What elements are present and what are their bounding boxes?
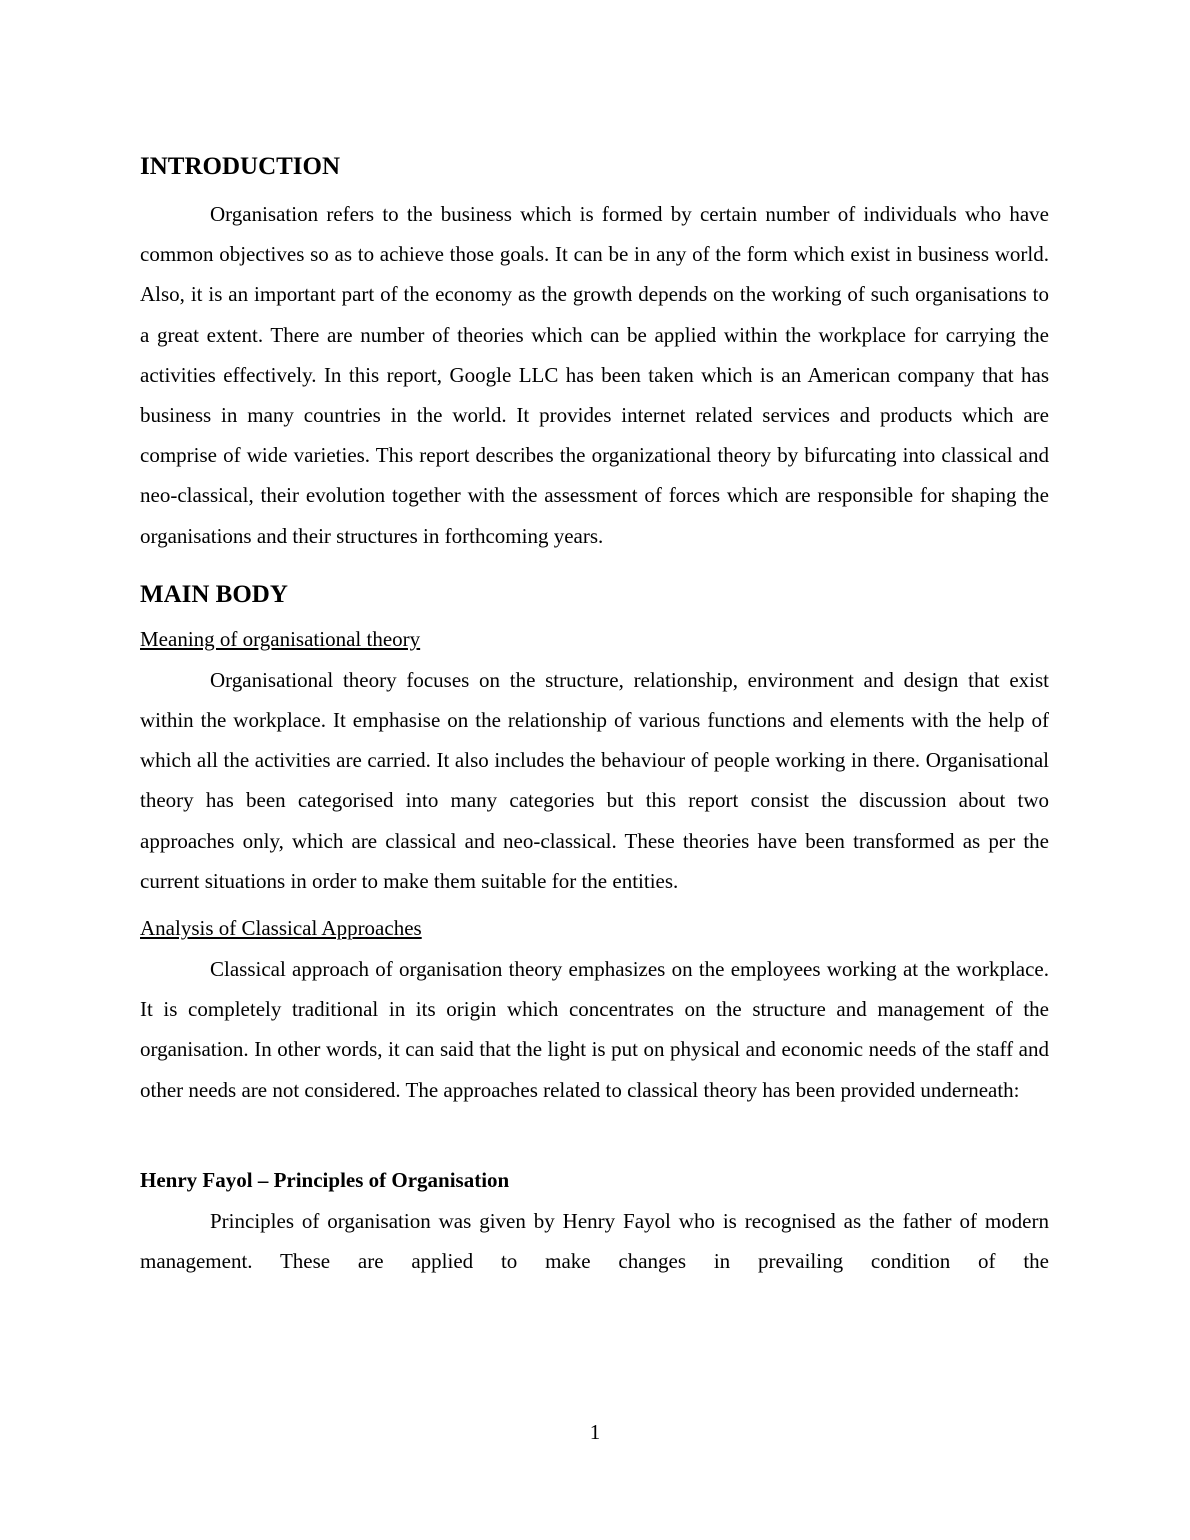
fayol-paragraph: Principles of organisation was given by Henry Fayol who is recognised as the father of modern management. These are applied to make changes in prevailing condition of the	[140, 1208, 1049, 1274]
introduction-paragraph: Organisation refers to the business which is formed by certain number of individuals who have common objectives so as to achieve those goals. It can be in any of the form which exist in business world. Also, it is an important part of the economy as the growth depends on the working of such organisations to a great extent. There are number of theories which can be applied within the workplace for carrying the activities effectively. In this report, Google LLC has been taken which is an American company that has business in many countries in the world. It provides internet related services and products which are comprise of wide varieties. This report describes the organizational theory by bifurcating into classical and neo-classical, their evolution together with the assessment of forces which are responsible for shaping the organisations and their structures in forthcoming years.	[140, 202, 1049, 548]
fayol-heading: Henry Fayol – Principles of Organisation	[140, 1167, 510, 1192]
page-content	[140, 150, 1049, 1281]
meaning-subheading: Meaning of organisational theory	[140, 626, 421, 651]
introduction-heading: INTRODUCTION	[140, 153, 341, 180]
meaning-paragraph: Organisational theory focuses on the structure, relationship, environment and design that exist within the workplace. It emphasise on the relationship of various functions and elements with the help of which all the activities are carried. It also includes the behaviour of people working in there. Organisational theory has been categorised into many categories but this report consist the discussion about two approaches only, which are classical and neo-classical. These theories have been transformed as per the current situations in order to make them suitable for the entities.	[140, 667, 1049, 893]
classical-subheading: Analysis of Classical Approaches	[140, 916, 422, 941]
classical-paragraph: Classical approach of organisation theory emphasizes on the employees working at the workplace. It is completely traditional in its origin which concentrates on the structure and management of the organisation. In other words, it can said that the light is put on physical and economic needs of the staff and other needs are not considered. The approaches related to classical theory has been provided underneath:	[140, 957, 1049, 1102]
main-body-heading: MAIN BODY	[140, 580, 288, 608]
page-number: 1	[589, 1420, 601, 1444]
